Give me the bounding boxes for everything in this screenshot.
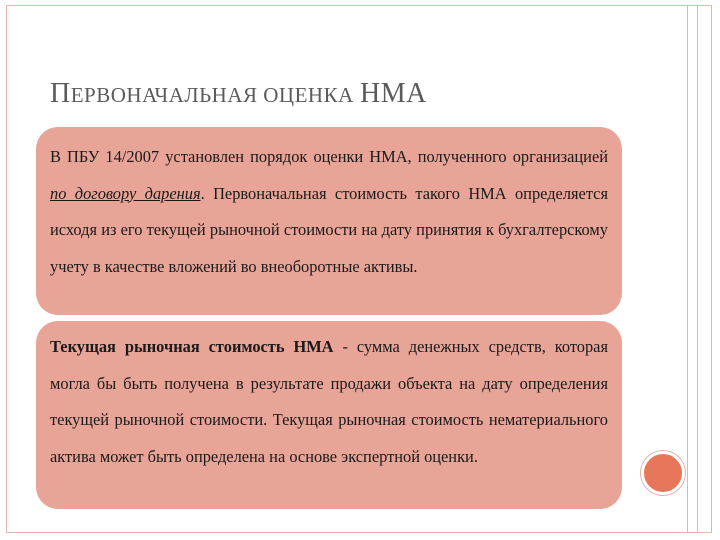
box1-emphasis: по договору дарения [50, 183, 201, 203]
box2-term: Текущая рыночная стоимость НМА [50, 337, 334, 356]
box2-definition: - сумма денежных средств, которая могла бы быть получена в результате продажи объекта на дату определения текущей рыночной стоимости. Текущая рыночная стоимость нематериального актива может быть определена на основе экспертной оценки. [50, 337, 608, 466]
title-abbr: НМА [360, 78, 427, 109]
decorative-circle [641, 451, 685, 495]
content-box-dary [36, 127, 622, 315]
box1-text-part1: В ПБУ 14/2007 установлен порядок оценки НМА, полученного организацией [50, 147, 608, 166]
frame-divider-line [687, 6, 688, 532]
title-rest: ЕРВОНАЧАЛЬНАЯ ОЦЕНКА [70, 83, 354, 107]
slide-title [50, 78, 427, 110]
box1-text-part2: . Первоначальная стоимость такого НМА определяется исходя из его текущей рыночной стоимости на дату принятия к бухгалтерскому учету в качестве вложений во внеоборотные активы. [50, 183, 608, 276]
frame-divider-line [697, 6, 698, 532]
title-first-letter: П [50, 78, 71, 109]
content-box-definition [36, 321, 622, 509]
